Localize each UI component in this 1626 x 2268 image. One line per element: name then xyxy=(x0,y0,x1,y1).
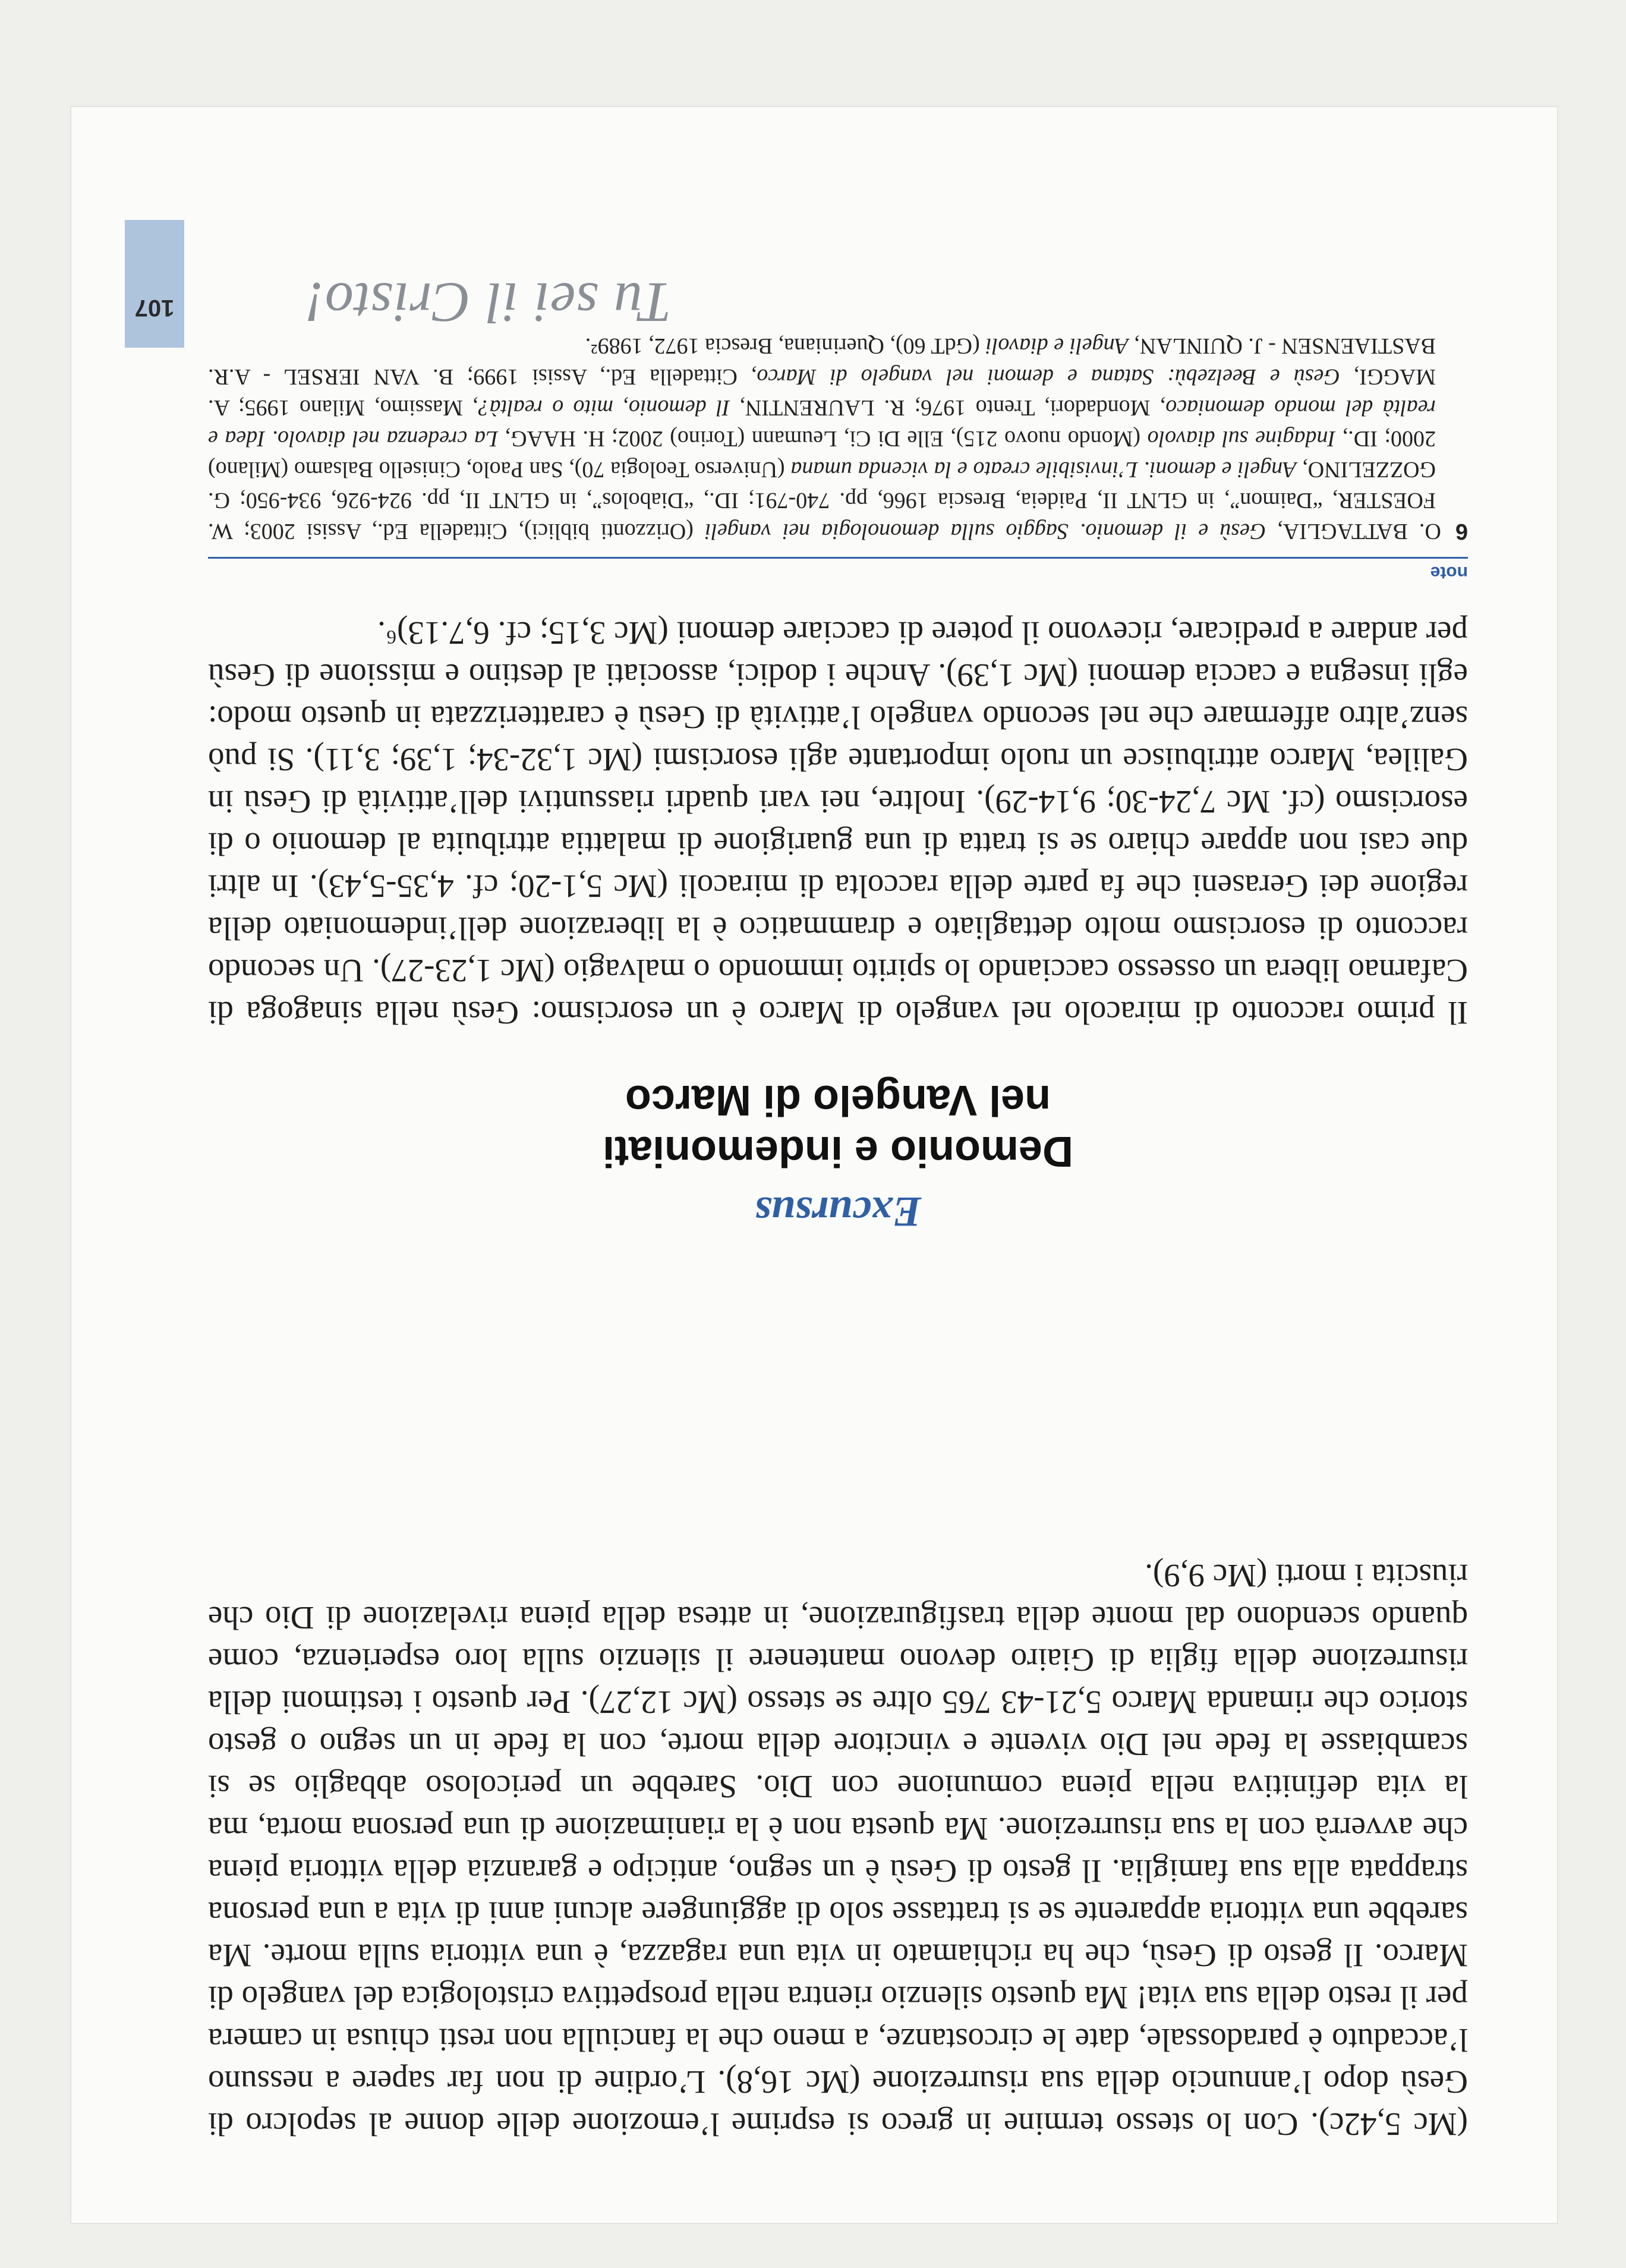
body-paragraph-top xyxy=(208,1555,1468,2146)
footnote-6: 6O. BATTAGLIA, Gesù e il demonio. Saggio sulla demonologia nei vangeli (Orizzonti biblici), Cittadella Ed., Assisi 2003; W. FOESTER, “Daimon”, in GLNT II, Paideia, Brescia 1966, pp. 740-791; ID., “Diabolos”, in GLNT II, pp. 924-926, 934-950; G. GOZZELINO, Angeli e demoni. L’invisibile creato e la vicenda umana (Universo Teologia 70), San Paolo, Cinisello Balsamo (Milano) 2000; ID., Indagine sul diavolo (Mondo nuovo 215), Elle Di Ci, Leumann (Torino) 2002; H. HAAG, La credenza nel diavolo. Idea e realtà del mondo demoniaco, Mondadori, Trento 1976; R. LAURENTIN, Il demonio, mito o realtà?, Massimo, Milano 1995; A. MAGGI, Gesù e Beelzebù: Satana e demoni nel vangelo di Marco, Cittadella Ed., Assisi 1999; B. VAN IERSEL - A.R. BASTIAENSEN - J. QUINLAN, Angeli e diavoli (GdT 60), Queriniana, Brescia 1972, 1989². xyxy=(207,333,1468,544)
running-title: Tu sei il Cristo! xyxy=(304,271,672,335)
body-paragraph-excursus xyxy=(208,612,1468,1034)
book-page xyxy=(71,107,1557,2223)
footnote-number: 6 xyxy=(1455,519,1468,544)
excursus-label: Excursus xyxy=(754,1188,922,1236)
notes-label: note xyxy=(1430,563,1468,582)
paragraph-text: (Mc 5,42c). Con lo stesso termine in greco si esprime l’emozione delle donne al sepolcro di Gesù dopo l’annuncio della sua risurrezione (Mc 16,8). L’ordine di non far sapere a nessuno l’accaduto è paradossale, date le circostanze, a meno che la fanciulla non resti chiusa in camera per il resto della sua vita! Ma questo silenzio rientra nella prospettiva cristologica del vangelo di Marco. Il gesto di Gesù, che ha richiamato in vita una ragazza, è una vittoria sulla morte. Ma sarebbe una vittoria apparente se si trattasse solo di aggiungere alcuni anni di vita a una persona strappata alla sua famiglia. Il gesto di Gesù è un segno, anticipo e garanzia della vittoria piena che avverrà con la sua risurrezione. Ma questa non è la rianimazione di una persona morta, ma la vita definitiva nella piena comunione con Dio. Sarebbe un pericoloso abbaglio se si scambiasse la fede nel Dio vivente e vincitore della morte, con la fede in un segno o gesto storico che rimanda Marco 5,21-43 765 oltre se stesso (Mc 12,27). Per questo i testimoni della risurrezione della figlia di Giairo devono mantenere il silenzio sulla loro esperienza, come quando scendono dal monte della trasfigurazione, in attesa della piena rivelazione di Dio che riuscita i morti (Mc 9,9). xyxy=(208,1558,1468,2143)
paragraph-text: Il primo racconto di miracolo nel vangelo di Marco è un esorcismo: Gesù nella sinagoga di Cafarnao libera un ossesso cacciando lo spirito immondo o malvagio (Mc 1,23-27). Un secondo racconto di esorcismo molto dettagliato e drammatico è la liberazione dell’indemoniato della regione dei Geraseni che fa parte della raccolta di miracoli (Mc 5,1-20; cf. 4,35-5,43). In altri due casi non appare chiaro se si tratta di una guarigione di malattia attribuita al demonio o di esorcismo (cf. Mc 7,24-30; 9,14-29). Inoltre, nei vari quadri riassuntivi dell’attività di Gesù in Galilea, Marco attribuisce un ruolo importante agli esorcismi (Mc 1,32-34; 1,39; 3,11). Si può senz’altro affermare che nel secondo vangelo l’attività di Gesù è caratterizzata in questo modo: egli insegna e caccia demoni (Mc 1,39). Anche i dodici, associati al destino e missione di Gesù per andare a predicare, ricevono il potere di cacciare demoni (Mc 3,15; cf. 6,7.13)⁶. xyxy=(208,615,1468,1031)
excursus-title-line2: nel Vangelo di Marco xyxy=(625,1076,1051,1124)
excursus-title-line1: Demonio e indemoniati xyxy=(602,1127,1074,1175)
page-number-tab xyxy=(125,220,184,348)
excursus-title xyxy=(208,1075,1468,1177)
page-number: 107 xyxy=(134,295,175,321)
footnotes xyxy=(208,330,1468,547)
notes-divider xyxy=(208,557,1468,559)
